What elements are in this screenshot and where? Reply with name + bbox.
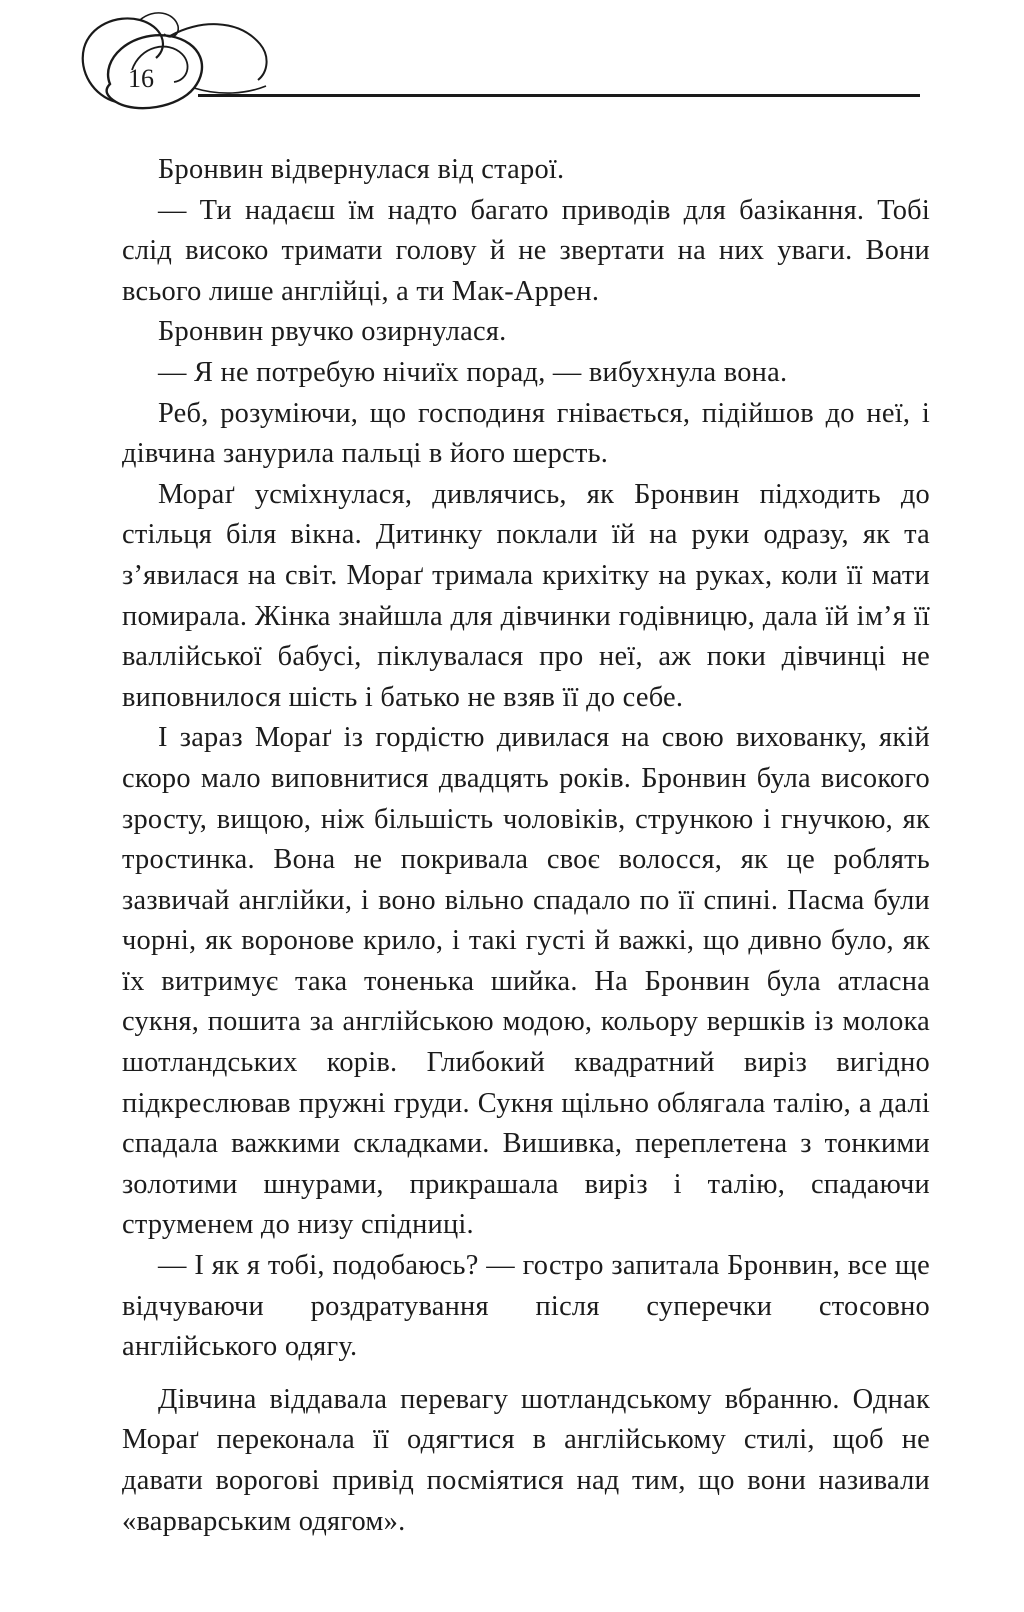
page-number: 16 [128,64,154,93]
page-header [70,10,940,120]
paragraph: Бронвин рвучко озирнулася. [158,316,507,348]
paragraph: Бронвин відвернулася від старої. [158,154,565,185]
paragraph: Реб, розуміючи, що господиня гнівається, підійшов до неї, і дівчина занурила пальці в його шерсть. [122,397,930,470]
paragraph: Мораґ усміхнулася, дивлячись, як Бронвин підходить до стільця біля вікна. Дитинку поклали їй на руки одразу, як та з’явилася на світ. Мораґ тримала крихітку на руках, коли її мати помирала. Жінка знайшла для дівчинки годівницю, дала їй ім’я її валлійської бабусі, піклувалася про неї, аж поки дівчинці не виповнилося шість і батько не взяв її до себе. [122,478,930,713]
paragraph: І зараз Мораґ із гордістю дивилася на свою вихованку, якій скоро мало виповнитися двадцять років. Бронвин була високого зросту, вищою, ніж більшість чоловіків, стрункою і гнучкою, як тростинка. Вона не покривала своє волосся, як це роблять зазвичай англійки, і воно вільно спадало по її спині. Пасма були чорні, як воронове крило, і такі густі й важкі, що дивно було, як їх витримує така тоненька шийка. На Бронвин була атласна сукня, пошита за англійською модою, кольору вершків із молока шотландських корів. Глибокий квадратний виріз вигідно підкреслював пружні груди. Сукня щільно облягала талію, а далі спадала важкими складками. Вишивка, переплетена з тонкими золотими шнурами, прикрашала виріз і талію, спадаючи струменем до низу спідниці. [122,722,930,1241]
header-rule [198,94,920,97]
paragraph: Дівчина віддавала перевагу шотландському вбранню. Однак Мораґ переконала її одягтися в англійському стилі, щоб не давати ворогові привід посміятися над тим, що вони називали «варварським одягом». [122,1383,930,1537]
paragraph: — Ти надаєш їм надто багато приводів для базікання. Тобі слід високо тримати голову й не звертати на них уваги. Вони всього лише англійці, а ти Мак-Аррен. [122,194,930,307]
paragraph: — Я не потребую нічиїх порад, — вибухнула вона. [158,356,788,388]
body-text [122,150,930,1542]
decorative-flourish-ornament [70,10,290,120]
paragraph: — І як я тобі, подобаюсь? — гостро запитала Бронвин, все ще відчуваючи роздратування після суперечки стосовно англійського одягу. [122,1250,930,1363]
